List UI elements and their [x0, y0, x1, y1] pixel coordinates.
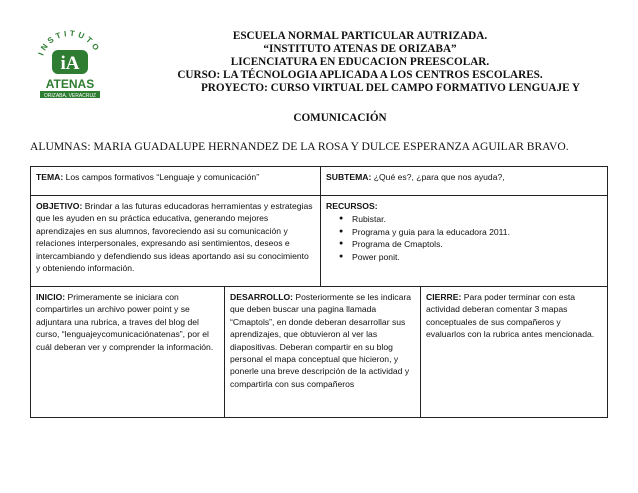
tema-text: Los campos formativos “Lenguaje y comunicación” [65, 172, 260, 182]
desarrollo-cell [224, 287, 420, 417]
objetivo-label: OBJETIVO: [36, 201, 83, 211]
inicio-text: Primeramente se iniciara con compartirles un archivo power point y se adjuntara una rubrica, a traves del blog del curso, “lenguajeycomunicaciónatenas”, por el cuál deberan ver y comprender la información. [36, 292, 214, 352]
recursos-label: RECURSOS: [326, 201, 378, 211]
list-item: ● Programa de Cmaptols. [352, 238, 602, 250]
header-course: CURSO: LA TÉCNOLOGIA APLICADA A LOS CENTROS ESCOLARES. [177, 69, 543, 81]
subtema-cell [320, 167, 607, 195]
tema-cell [31, 167, 320, 195]
cierre-label: CIERRE: [426, 292, 462, 302]
recursos-list [326, 213, 602, 263]
subtema-text: ¿Qué es?, ¿para que nos ayuda?, [373, 172, 505, 182]
header-project: PROYECTO: CURSO VIRTUAL DEL CAMPO FORMATIVO LENGUAJE Y [200, 82, 580, 94]
document-header [140, 30, 580, 95]
list-item: ● Power ponit. [352, 251, 602, 263]
list-item: ● Rubistar. [352, 213, 602, 225]
logo-top-text: INSTITUTO [36, 28, 103, 57]
list-item: ● Programa y guia para la educadora 2011. [352, 226, 602, 238]
inicio-cell [31, 287, 224, 417]
subtema-label: SUBTEMA: [326, 172, 372, 182]
inicio-label: INICIO: [36, 292, 66, 302]
table-row [31, 167, 607, 196]
desarrollo-label: DESARROLLO: [230, 292, 294, 302]
students-line: ALUMNAS: MARIA GUADALUPE HERNANDEZ DE LA ROSA Y DULCE ESPERANZA AGUILAR BRAVO. [30, 140, 569, 153]
objetivo-text: Brindar a las futuras educadoras herramientas y estrategias que les ayuden en su práctica educativa, generando mejores aprendizajes en sus alumnos, favoreciendo asi su comunicación y relaciones interpersonales, expresando asi sentimientos, deseos e intercambiando y defendiendo sus ideas aportando asi su conocimiento y obteniendo información. [36, 201, 313, 274]
logo-mark: iA [60, 53, 80, 74]
desarrollo-text: Posteriormente se les indicara que deben buscar una pagina llamada “Cmaptols”, en donde deberan desarrollar sus aprendizajes, que obtuvieron al ver las diapositivas. Deberan compartir en su blog personal el mapa conceptual que hicieron, y ponerle una breve descripción de la actividad y compartirla con sus compañeros [230, 292, 412, 389]
logo-emblem [28, 22, 112, 106]
logo-sub: ORIZABA, VERACRUZ [43, 93, 97, 99]
cierre-text: Para poder terminar con esta actividad deberan comentar 3 mapas conceptuales de sus compañeros y evaluarlos con la rubrica antes mencionada. [426, 292, 595, 340]
table-row [31, 196, 607, 287]
table-row [31, 287, 607, 417]
objetivo-cell [31, 196, 320, 286]
lesson-table [30, 166, 608, 418]
header-degree: LICENCIATURA EN EDUCACION PREESCOLAR. [230, 56, 490, 68]
header-project-continued: COMUNICACIÓN [293, 112, 387, 124]
header-institute: “INSTITUTO ATENAS DE ORIZABA” [263, 43, 457, 55]
logo-name: ATENAS [45, 77, 95, 91]
cierre-cell [420, 287, 607, 417]
tema-label: TEMA: [36, 172, 64, 182]
recursos-cell [320, 196, 607, 286]
header-school: ESCUELA NORMAL PARTICULAR AUTRIZADA. [232, 30, 488, 42]
institute-logo [28, 22, 112, 106]
